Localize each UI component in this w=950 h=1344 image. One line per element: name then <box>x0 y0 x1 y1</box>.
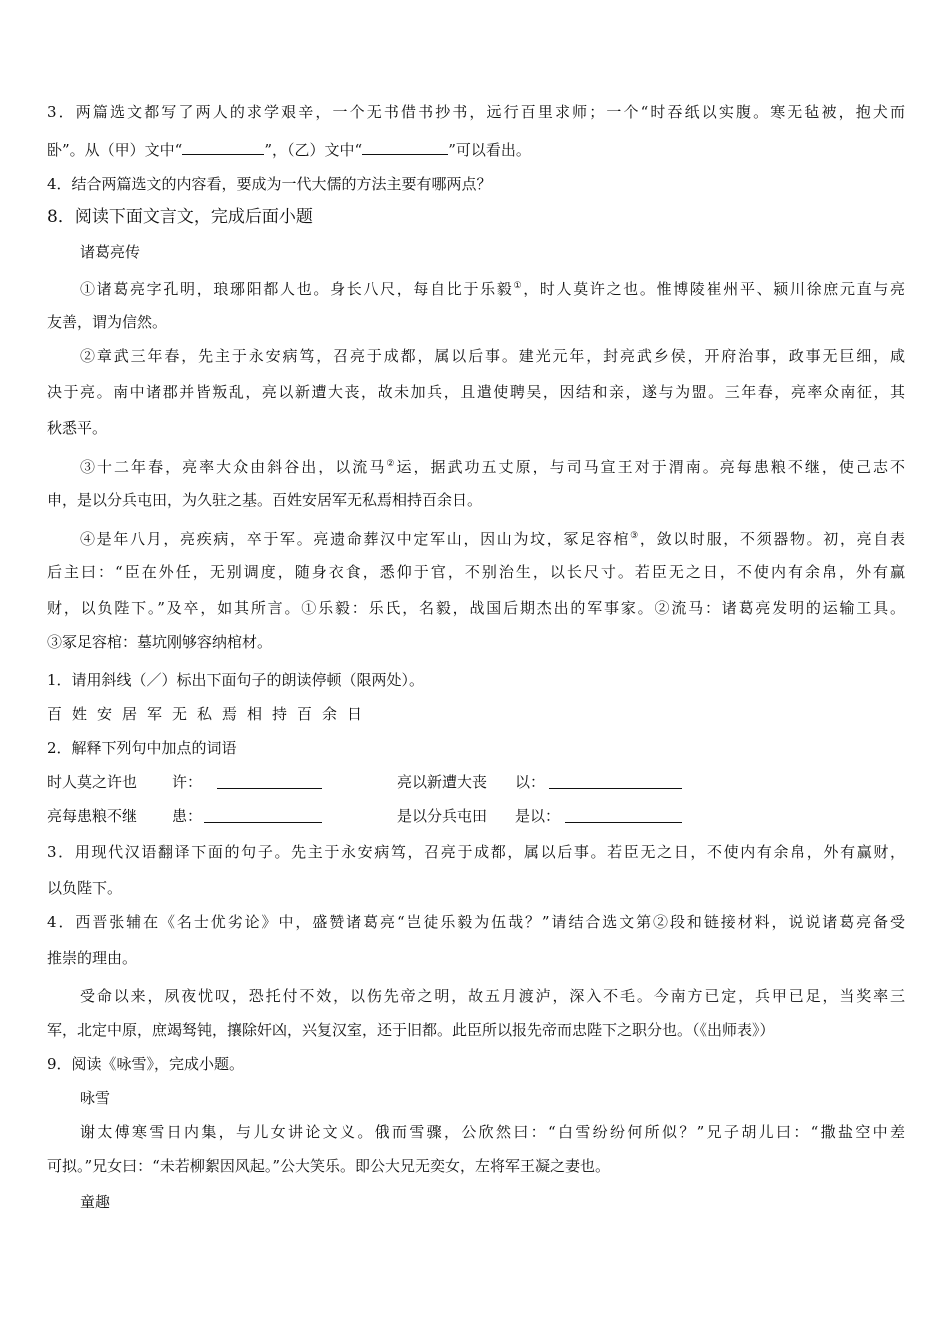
q8-sq3-line1: 3．用现代汉语翻译下面的句子。先主于永安病笃，召亮于成都，属以后事。若臣无之日，不使内有余帛，外有赢财， <box>47 843 905 861</box>
link-line1: 受命以来，夙夜忧叹，恐托付不效，以伤先帝之明，故五月渡泸，深入不毛。今南方已定，兵甲已足，当奖率三 <box>80 987 905 1005</box>
p1-line2: 友善，谓为信然。 <box>47 313 168 331</box>
q8-title: 诸葛亮传 <box>80 243 141 261</box>
q8-sq4-line2: 推崇的理由。 <box>47 949 138 967</box>
q9-title: 咏雪 <box>80 1089 111 1107</box>
next-title: 童趣 <box>80 1193 111 1211</box>
q7-3-text-a: 卧”。从（甲）文中“ <box>47 141 183 159</box>
sq2-answer-blank[interactable] <box>217 774 322 789</box>
p4-text: ④是年八月，亮疾病，卒于军。亮遗命葬汉中定军山，因山为坟，冢足容棺 <box>80 530 631 547</box>
sq2-sentence: 时人莫之许也 <box>47 773 138 791</box>
sq2-sentence: 是以分兵屯田 <box>397 807 488 825</box>
sq2-row-2 <box>47 805 905 827</box>
blank-jia[interactable] <box>182 140 264 155</box>
p3-text: 运，据武功五丈原，与司马宣王对于渭南。亮每患粮不继，使己志不 <box>396 458 905 475</box>
footnote-mark-3: ③ <box>630 531 640 541</box>
footnote-3: ③冢足容棺：墓坑刚够容纳棺材。 <box>47 633 273 651</box>
p4-line2: 后主曰：“臣在外任，无别调度，随身衣食，悉仰于官，不别治生，以长尺寸。若臣无之日，不使内有余帛，外有赢 <box>47 563 905 581</box>
sq2-sentence: 亮以新遭大丧 <box>397 773 488 791</box>
sq2-row-1 <box>47 771 905 793</box>
p4-line1 <box>80 525 905 547</box>
sq2-answer-blank[interactable] <box>549 774 682 789</box>
blank-yi[interactable] <box>362 140 448 155</box>
p1-line1 <box>80 275 905 297</box>
q9-heading: 9．阅读《咏雪》，完成小题。 <box>47 1055 245 1073</box>
p2-line1: ②章武三年春，先主于永安病笃，召亮于成都，属以后事。建光元年，封亮武乡侯，开府治事，政事无巨细，咸 <box>80 347 905 365</box>
sq2-word: 患： <box>172 807 203 825</box>
q7-4: 4．结合两篇选文的内容看，要成为一代大儒的方法主要有哪两点？ <box>47 175 492 193</box>
q8-sq2: 2．解释下列句中加点的词语 <box>47 739 237 757</box>
sq2-sentence: 亮每患粮不继 <box>47 807 138 825</box>
p4-line3: 财，以负陛下。”及卒，如其所言。①乐毅：乐氏，名毅，战国后期杰出的军事家。②流马：诸葛亮发明的运输工具。 <box>47 599 905 617</box>
p1-text: ①诸葛亮字孔明，琅琊阳都人也。身长八尺，每自比于乐毅 <box>80 280 514 297</box>
q7-3-text-c: ”可以看出。 <box>448 141 531 159</box>
sq2-answer-blank[interactable] <box>204 808 322 823</box>
q8-sq1: 1．请用斜线（／）标出下面句子的朗读停顿（限两处）。 <box>47 671 425 689</box>
p3-line1 <box>80 453 905 475</box>
p3-text: ③十二年春，亮率大众由斜谷出，以流马 <box>80 458 387 475</box>
link-line2: 军，北定中原，庶竭驽钝，攘除奸凶，兴复汉室，还于旧都。此臣所以报先帝而忠陛下之职分也。（《出师表》） <box>47 1021 775 1039</box>
q7-3-line1: 3．两篇选文都写了两人的求学艰辛，一个无书借书抄书，远行百里求师；一个“时吞纸以实腹。寒无毡被，抱犬而 <box>47 103 905 121</box>
sq2-word: 许： <box>172 773 203 791</box>
p2-line3: 秋悉平。 <box>47 419 108 437</box>
sq2-answer-blank[interactable] <box>565 808 682 823</box>
q8-sq3-line2: 以负陛下。 <box>47 879 123 897</box>
q8-heading: 8．阅读下面文言文，完成后面小题 <box>47 207 313 227</box>
p4-text: ，敛以时服，不须器物。初，亮自表 <box>639 530 905 547</box>
q7-3-text-b: ”，（乙）文中“ <box>264 141 363 159</box>
footnote-mark-1: ① <box>513 281 524 291</box>
q8-sq4-line1: 4．西晋张辅在《名士优劣论》中，盛赞诸葛亮“岂徒乐毅为伍哉？”请结合选文第②段和链接材料，说说诸葛亮备受 <box>47 913 905 931</box>
sq2-word: 是以： <box>515 807 561 825</box>
sq2-word: 以： <box>515 773 546 791</box>
p2-line2: 决于亮。南中诸郡并皆叛乱，亮以新遭大丧，故未加兵，且遣使聘吴，因结和亲，遂与为盟。三年春，亮率众南征，其 <box>47 383 905 401</box>
q7-3-line2 <box>47 139 905 161</box>
q9-p-line2: 可拟。”兄女曰：“未若柳絮因风起。”公大笑乐。即公大兄无奕女，左将军王凝之妻也。 <box>47 1157 611 1175</box>
q8-sq1-sentence: 百姓安居军无私焉相持百余日 <box>47 705 373 723</box>
footnote-mark-2: ② <box>386 459 397 469</box>
q9-p-line1: 谢太傅寒雪日内集，与儿女讲论文义。俄而雪骤，公欣然曰：“白雪纷纷何所似？”兄子胡儿曰：“撒盐空中差 <box>80 1123 905 1141</box>
p3-line2: 申，是以分兵屯田，为久驻之基。百姓安居军无私焉相持百余日。 <box>47 491 483 509</box>
p1-text: ，时人莫许之也。惟博陵崔州平、颍川徐庶元直与亮 <box>523 280 905 297</box>
